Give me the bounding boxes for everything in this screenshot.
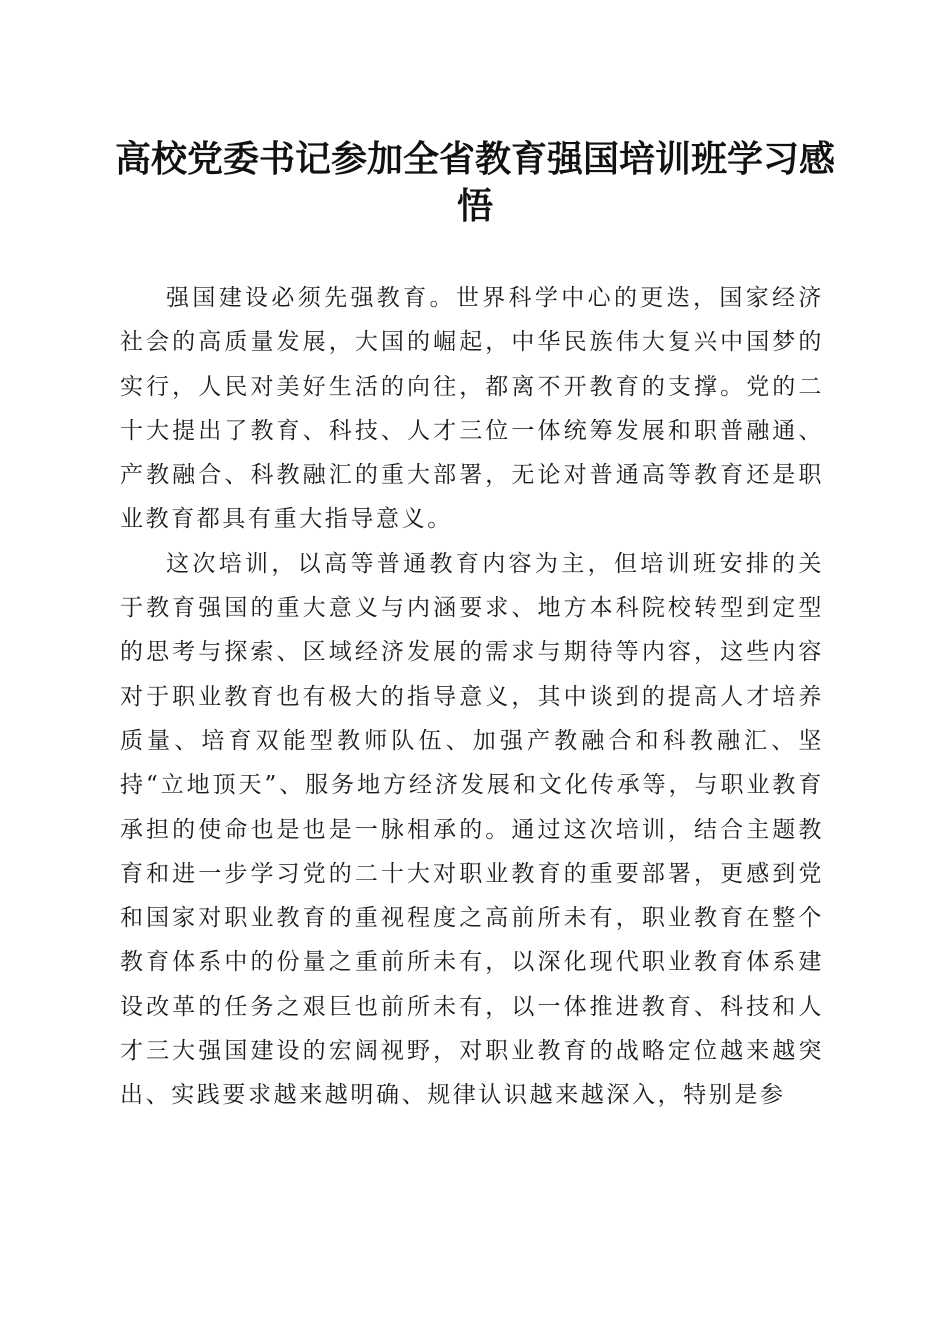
document-body [120, 276, 824, 1118]
document-title: 高校党委书记参加全省教育强国培训班学习感悟 [114, 138, 835, 227]
paragraph-2: 这次培训，以高等普通教育内容为主，但培训班安排的关于教育强国的重大意义与内涵要求、地方本科院校转型到定型的思考与探索、区域经济发展的需求与期待等内容，这些内容对于职业教育也有极大的指导意义，其中谈到的提高人才培养质量、培育双能型教师队伍、加强产教融合和科教融汇、坚持“立地顶天”、服务地方经济发展和文化传承等，与职业教育承担的使命也是也是一脉相承的。通过这次培训，结合主题教育和进一步学习党的二十大对职业教育的重要部署，更感到党和国家对职业教育的重视程度之高前所未有，职业教育在整个教育体系中的份量之重前所未有，以深化现代职业教育体系建设改革的任务之艰巨也前所未有，以一体推进教育、科技和人才三大强国建设的宏阔视野，对职业教育的战略定位越来越突出、实践要求越来越明确、规律认识越来越深入，特别是参 [120, 550, 824, 1109]
paragraph-1: 强国建设必须先强教育。世界科学中心的更迭，国家经济社会的高质量发展，大国的崛起，中华民族伟大复兴中国梦的实行，人民对美好生活的向往，都离不开教育的支撑。党的二十大提出了教育、科技、人才三位一体统筹发展和职普融通、产教融合、科教融汇的重大部署，无论对普通高等教育还是职业教育都具有重大指导意义。 [120, 285, 824, 533]
